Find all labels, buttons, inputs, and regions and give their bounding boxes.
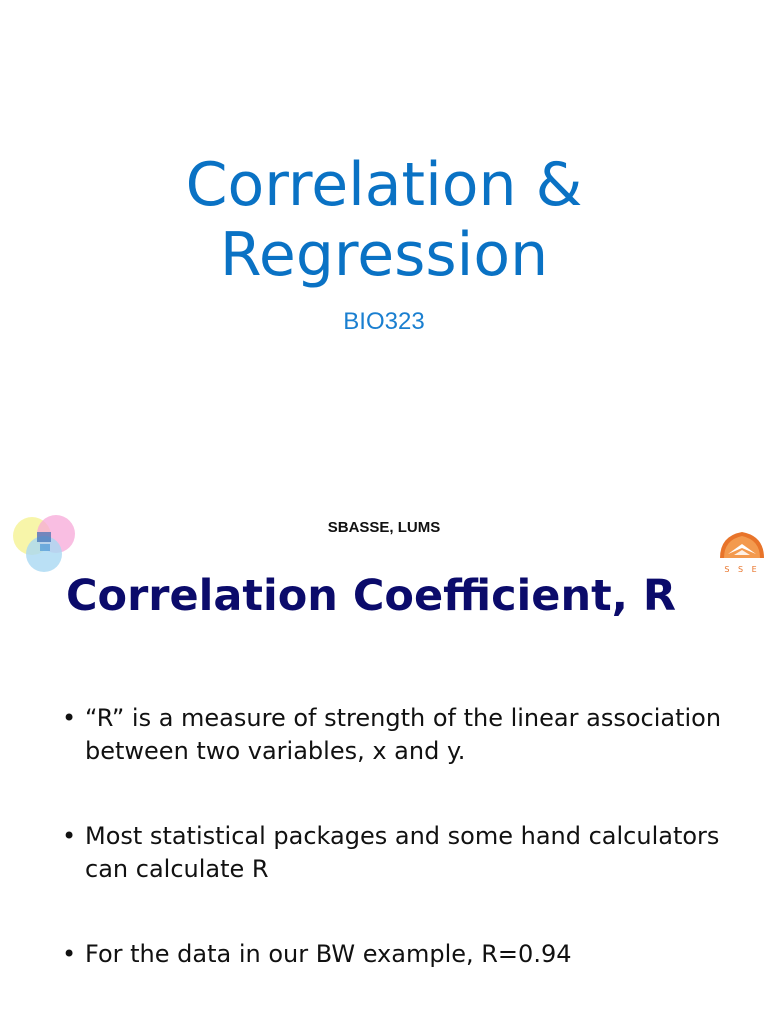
title-line-1: Correlation & bbox=[185, 150, 583, 220]
institution-label: SBASSE, LUMS bbox=[327, 519, 441, 536]
bullet-dot-icon: • bbox=[62, 940, 77, 968]
bullet-text: Most statistical packages and some hand calculators can calculate R bbox=[85, 822, 720, 883]
title-slide bbox=[0, 0, 768, 500]
bullet-item bbox=[62, 702, 742, 768]
bullet-list bbox=[62, 702, 742, 1023]
sse-logo-icon bbox=[716, 528, 768, 576]
title-line-2: Regression bbox=[219, 220, 549, 290]
bullet-text: For the data in our BW example, R=0.94 bbox=[85, 940, 572, 968]
sse-logo-letters: S S E bbox=[724, 565, 760, 574]
bullet-text: “R” is a measure of strength of the linear association between two variables, x and y. bbox=[85, 704, 722, 765]
course-code: BIO323 bbox=[343, 308, 425, 335]
bullet-item bbox=[62, 820, 742, 886]
bullet-dot-icon: • bbox=[62, 704, 77, 732]
presentation-title bbox=[0, 150, 768, 290]
slide-title: Correlation Coefficient, R bbox=[66, 571, 677, 621]
bullet-item bbox=[62, 938, 742, 971]
bullet-dot-icon: • bbox=[62, 822, 77, 850]
content-slide bbox=[0, 500, 768, 1024]
